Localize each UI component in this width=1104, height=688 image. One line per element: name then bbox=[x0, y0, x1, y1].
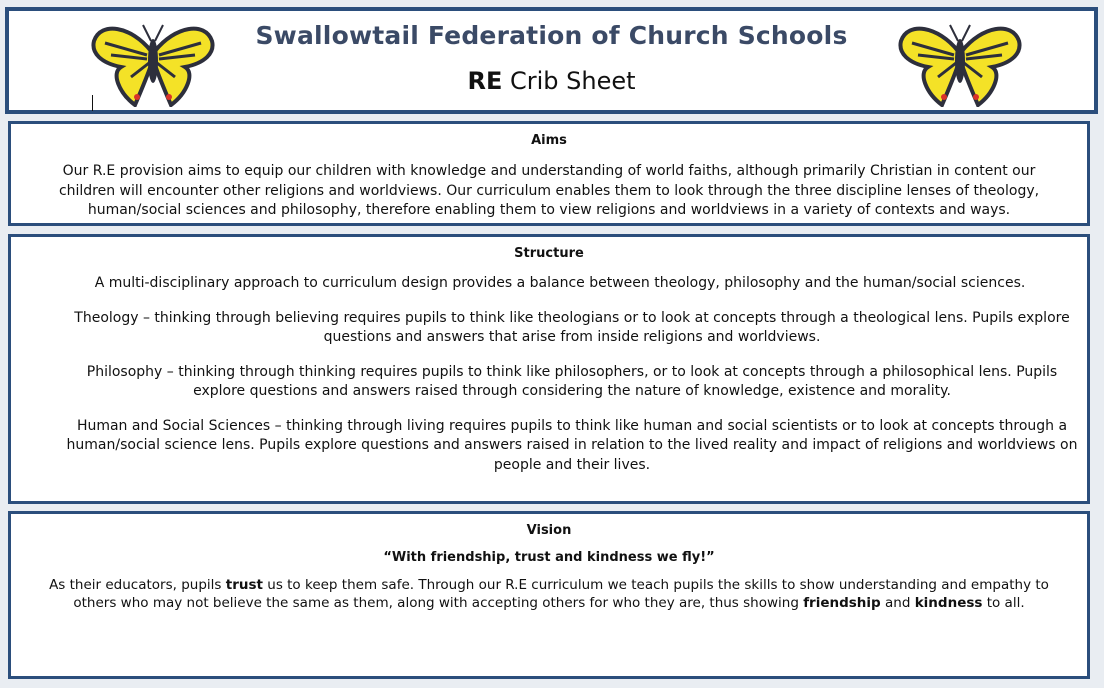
vision-bold-friendship: friendship bbox=[803, 595, 881, 611]
vision-bold-kindness: kindness bbox=[914, 595, 983, 611]
structure-section bbox=[8, 234, 1090, 504]
aims-section bbox=[8, 121, 1090, 226]
aims-heading: Aims bbox=[531, 133, 567, 148]
vision-quote: “With friendship, trust and kindness we fly!” bbox=[383, 550, 715, 565]
page-title: Swallowtail Federation of Church Schools bbox=[255, 21, 848, 50]
structure-paragraph: Human and Social Sciences – thinking through living requires pupils to think like human and social scientists or to look at concepts through a human/social science lens. Pupils explore questions and answers raised in relation to the lived reality and impact of religions and worldviews on people and their lives. bbox=[66, 417, 1078, 473]
structure-paragraph: A multi-disciplinary approach to curriculum design provides a balance between theology, philosophy and the human/social sciences. bbox=[94, 275, 1026, 291]
vision-text-part: to all. bbox=[982, 595, 1025, 611]
vision-heading: Vision bbox=[526, 523, 572, 538]
aims-text: Our R.E provision aims to equip our children with knowledge and understanding of world faiths, although primarily Christian in content our children will encounter other religions and worldviews. Our curriculum enables them to look through the three discipline lenses of theology, human/social sciences and philosophy, therefore enabling them to view religions and worldviews in a variety of contexts and ways. bbox=[58, 163, 1040, 218]
header-box bbox=[5, 7, 1098, 114]
structure-paragraph: Philosophy – thinking through thinking requires pupils to think like philosophers, or to look at concepts through a philosophical lens. Pupils explore questions and answers raised through considering the nature of knowledge, existence and morality. bbox=[86, 363, 1058, 399]
vision-text-part: As their educators, pupils bbox=[49, 577, 226, 593]
vision-text bbox=[11, 576, 1087, 612]
structure-heading: Structure bbox=[514, 246, 584, 261]
vision-section bbox=[8, 511, 1090, 679]
subtitle-suffix: Crib Sheet bbox=[502, 67, 636, 95]
subtitle-prefix: RE bbox=[467, 67, 503, 95]
butterfly-logo-icon bbox=[898, 21, 1022, 107]
structure-paragraph: Theology – thinking through believing requires pupils to think like theologians or to look at concepts through a theological lens. Pupils explore questions and answers that arise from inside religions and worldviews. bbox=[74, 309, 1070, 345]
vision-text-part: us to keep them safe. Through our R.E curriculum we teach pupils the skills to show understanding and empathy to others who may not believe the same as them, along with accepting others for who they are, thus showing bbox=[73, 577, 1049, 611]
vision-bold-trust: trust bbox=[225, 577, 263, 593]
text-cursor bbox=[92, 95, 93, 111]
vision-text-part: and bbox=[880, 595, 915, 611]
